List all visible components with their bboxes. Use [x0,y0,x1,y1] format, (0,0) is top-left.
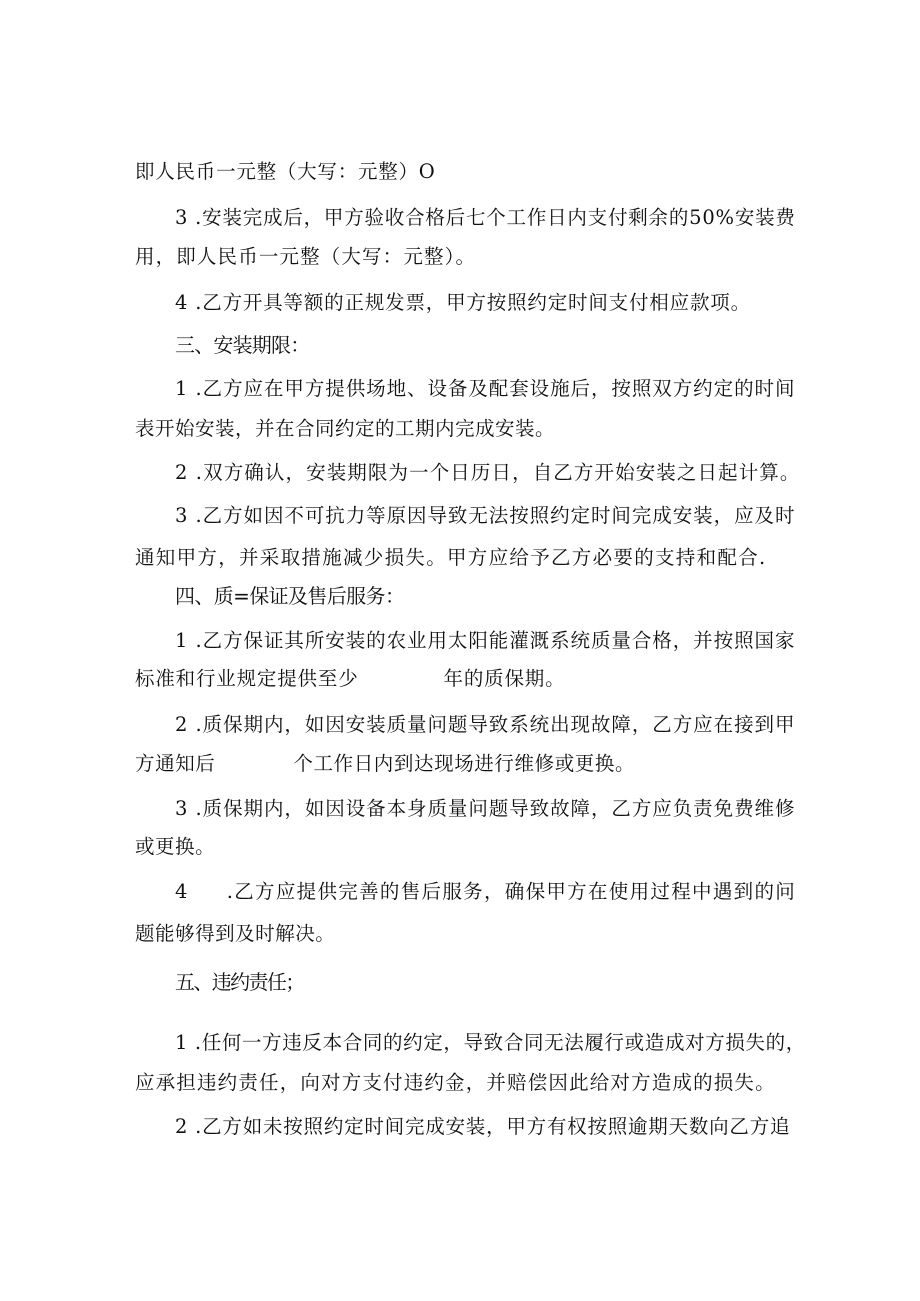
text-segment: 年的质保期。 [443,667,566,690]
text-segment: .乙方应提供完善的售后服务，确保甲方在使用过程中遇到的问 [226,880,797,903]
text-line [135,667,565,691]
text-line: 2 .乙方如未按照约定时间完成安装，甲方有权按照逾期天数向乙方追 [175,1115,791,1138]
text-line: 题能够得到及时解决。 [135,922,336,945]
text-line: 1 .乙方保证其所安装的农业用太阳能灌溉系统质量合格，并按照国家 [175,629,796,652]
text-line: 3 .乙方如因不可抗力等原因导致无法按照约定时间完成安装，应及时 [175,504,796,527]
text-line: 3 .质保期内，如因设备本身质量问题导致故障，乙方应负责免费维修 [175,797,796,820]
text-line: 通知甲方，并采取措施减少损失。甲方应给予乙方必要的支持和配合. [135,546,767,569]
text-line: 应承担违约责任，向对方支付违约金，并赔偿因此给对方造成的损失。 [135,1071,776,1094]
text-line: 2 .质保期内，如因安装质量问题导致系统出现故障，乙方应在接到甲 [175,713,796,736]
text-line [175,880,796,904]
text-line: 1 .任何一方违反本合同的约定，导致合同无法履行或造成对方损失的， [175,1031,806,1054]
text-segment: 方通知后 [135,752,216,775]
text-line: 4 .乙方开具等额的正规发票，甲方按照约定时间支付相应款项。 [175,291,751,314]
text-line [135,752,635,776]
text-line: 3 .安装完成后，甲方验收合格后七个工作日内支付剩余的50%安装费 [175,206,796,229]
section-heading: 四、质=保证及售后服务： [175,584,405,608]
text-line: 2 .双方确认，安装期限为一个日历日，自乙方开始安装之日起计算。 [175,461,801,484]
section-heading: 五、违约责任； [175,970,304,994]
text-segment: 个工作日内到达现场进行维修或更换。 [293,752,636,775]
text-line: 1 .乙方应在甲方提供场地、设备及配套设施后，按照双方约定的时间 [175,377,796,400]
text-line: 或更换。 [135,835,216,858]
text-segment: 标准和行业规定提供至少 [135,667,359,690]
text-line: 表开始安装，并在合同约定的工期内完成安装。 [135,417,556,440]
section-heading: 三、安装期限： [175,333,310,357]
text-line: 即人民币一元整（大写：元整）O [135,160,436,183]
text-segment: 4 [175,880,189,903]
text-line: 用，即人民币一元整（大写：元整）。 [135,245,477,268]
